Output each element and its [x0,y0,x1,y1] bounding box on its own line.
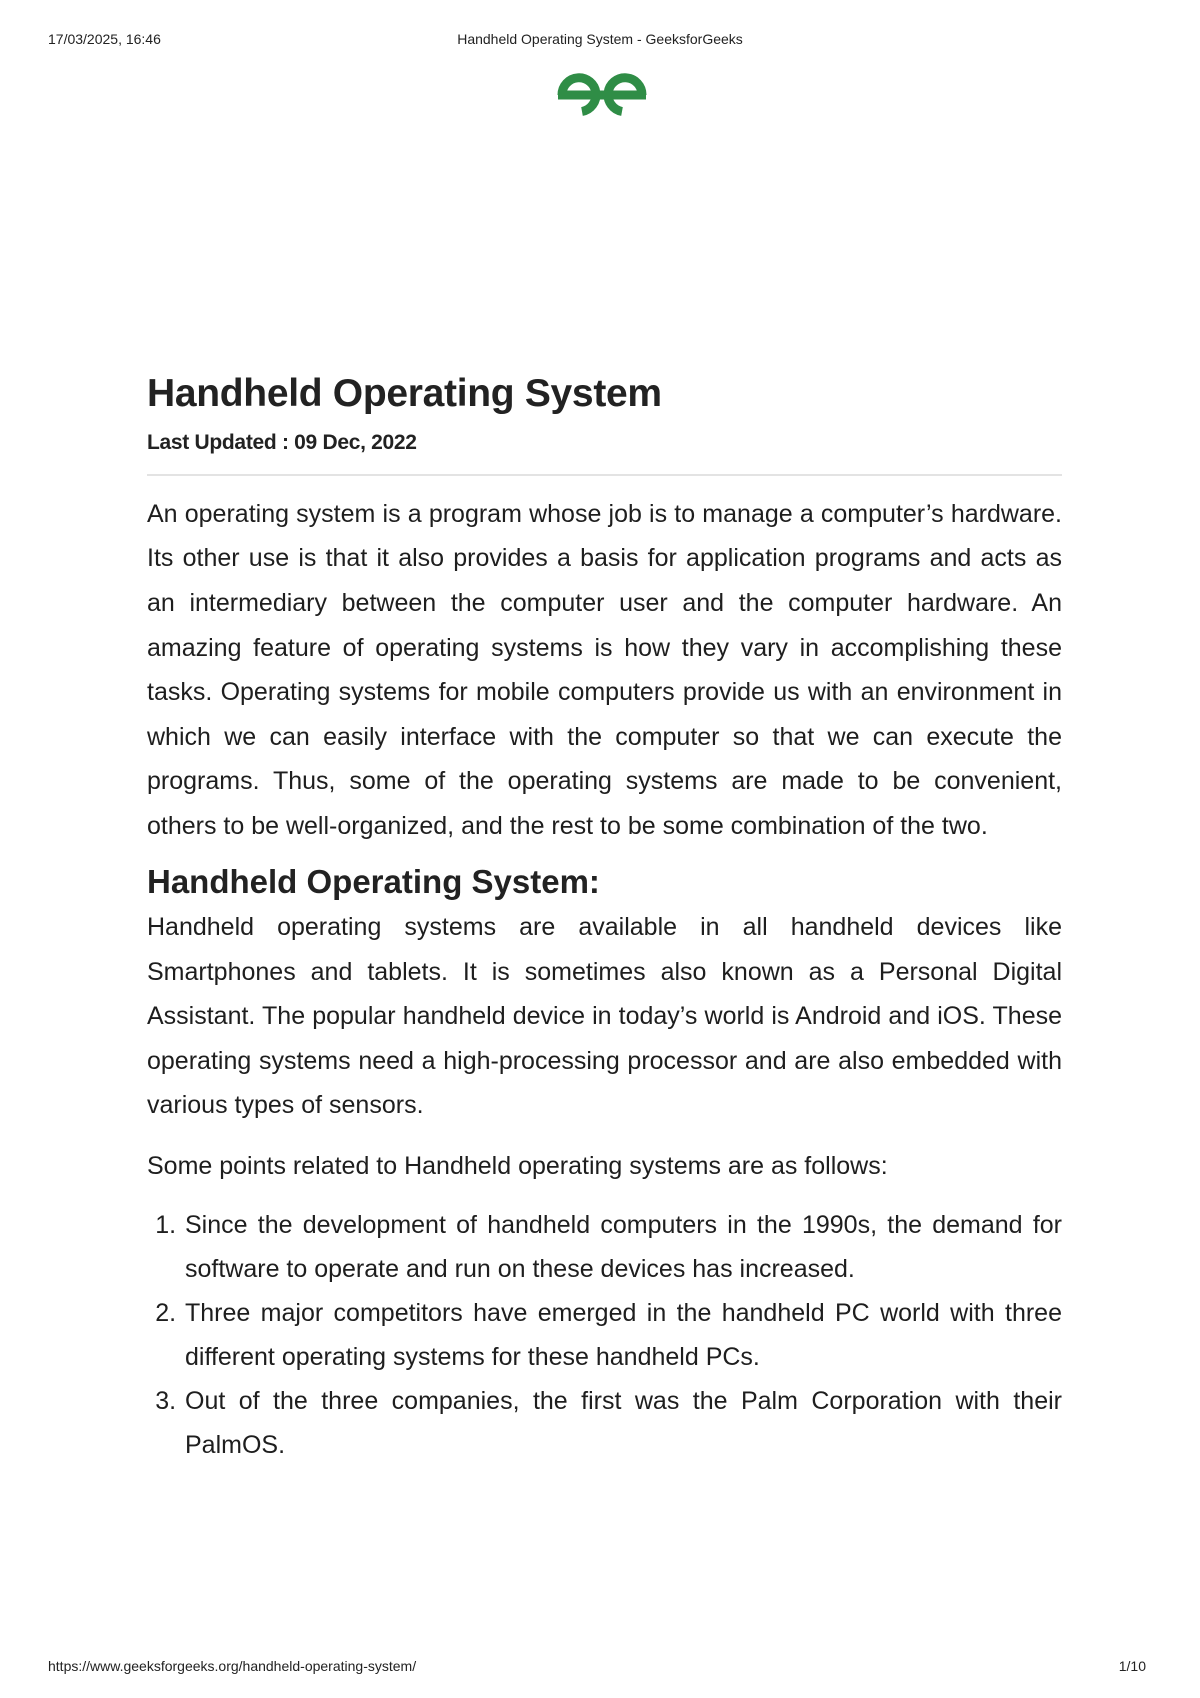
print-footer [48,1658,1152,1678]
section-heading: Handheld Operating System: [147,862,600,900]
list-item: 3. Out of the three companies, the first was the Palm Corporation with their PalmOS. [183,1379,1062,1467]
page-url[interactable]: https://www.geeksforgeeks.org/handheld-operating-system/ [48,1658,417,1674]
list-item: 2. Three major competitors have emerged in the handheld PC world with three different operating systems for these handheld PCs. [183,1291,1062,1379]
points-list [147,1203,1062,1467]
page-title: Handheld Operating System [147,372,662,415]
points-intro: Some points related to Handheld operating systems are as follows: [147,1152,888,1181]
print-header [48,31,1152,51]
list-item: 1. Since the development of handheld computers in the 1990s, the demand for software to operate and run on these devices has increased. [183,1203,1062,1291]
article [147,372,1062,1467]
divider [147,474,1062,476]
section-paragraph: Handheld operating systems are available in all handheld devices like Smartphones and tablets. It is sometimes also known as a Personal Digital Assistant. The popular handheld device in today’s world is Android and iOS. These operating systems need a high-processing processor and are also embedded with various types of sensors. [147,913,1062,1120]
print-doc-title: Handheld Operating System - GeeksforGeeks [457,31,743,47]
geeksforgeeks-logo-icon[interactable] [554,66,650,118]
intro-paragraph: An operating system is a program whose job is to manage a computer’s hardware. Its other use is that it also provides a basis for application programs and acts as an intermediary between the computer user and the computer hardware. An amazing feature of operating systems is how they vary in accomplishing these tasks. Operating systems for mobile computers provide us with an environment in which we can easily interface with the computer so that we can execute the programs. Thus, some of the operating systems are made to be convenient, others to be well-organized, and the rest to be some combination of the two. [147,499,1062,840]
page-number: 1/10 [1118,1658,1146,1674]
last-updated: Last Updated : 09 Dec, 2022 [147,430,417,454]
print-datetime: 17/03/2025, 16:46 [48,31,161,47]
